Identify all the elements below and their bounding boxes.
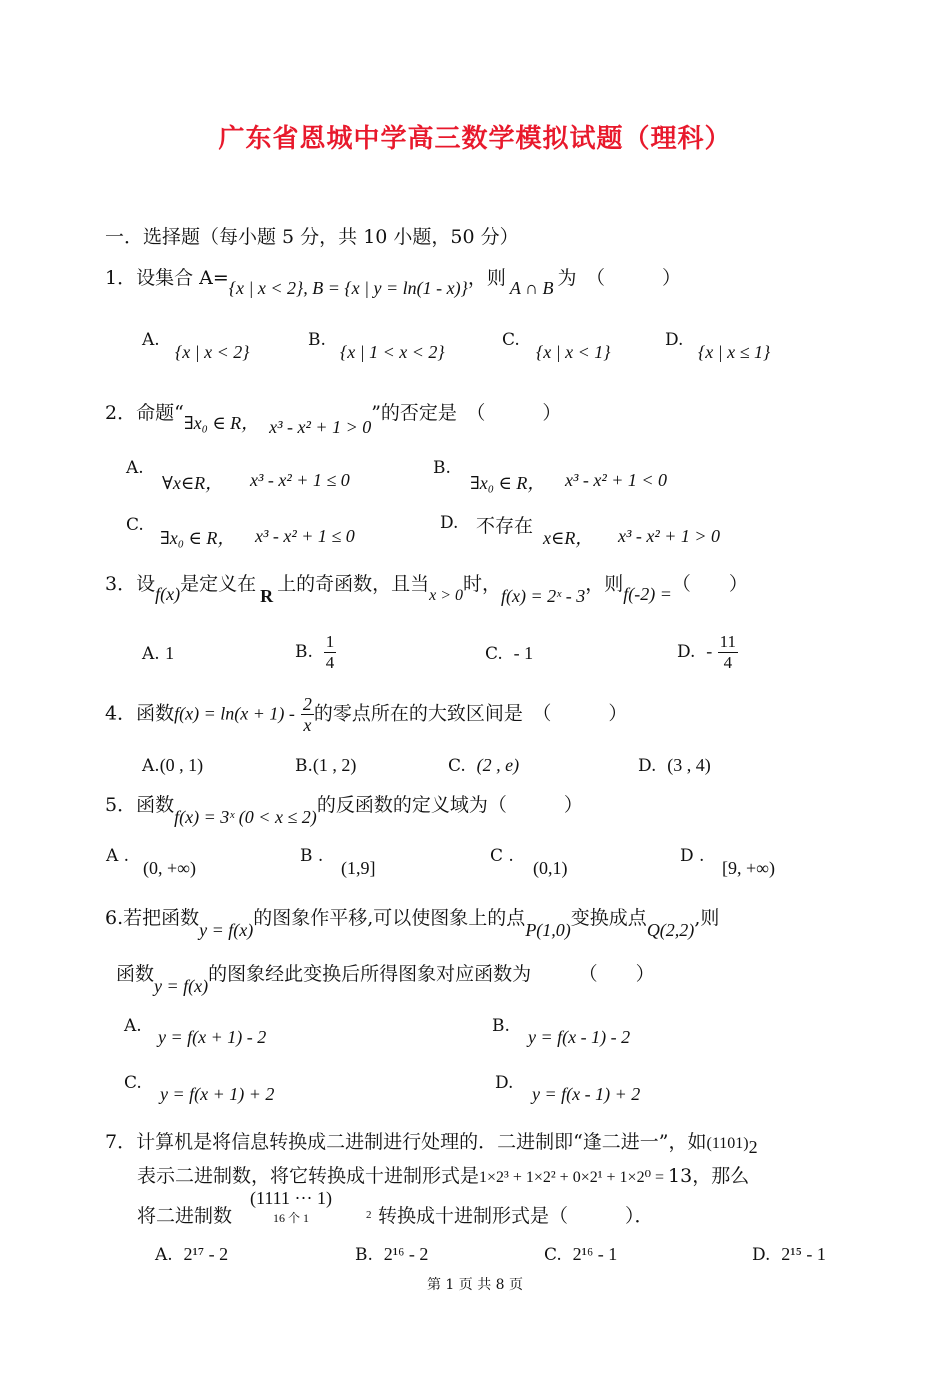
q3-option-c <box>485 643 533 664</box>
option-label: B. <box>308 330 326 350</box>
q1-expr2: A ∩ B <box>509 278 554 298</box>
q5-option-a-label: A . <box>106 846 130 866</box>
q6-mid1: 的图象作平移,可以使图象上的点 <box>253 907 526 929</box>
option-label: B. <box>295 642 313 662</box>
option-label: C. <box>502 330 520 350</box>
option-label: A. <box>142 756 160 776</box>
q3-option-b <box>295 632 336 673</box>
option-label: A. <box>142 330 160 350</box>
q6-option-c-label: C. <box>124 1073 142 1093</box>
q2-option-b-text2: x³ - x² + 1 < 0 <box>565 470 668 490</box>
option-label: C. <box>485 644 503 664</box>
q3-R: R <box>260 586 274 606</box>
option-text: (1 , 2) <box>312 755 357 775</box>
q1-option-c <box>502 330 520 350</box>
option-text: 2¹⁶ - 2 <box>383 1244 429 1264</box>
option-text: (2 , e) <box>476 755 520 775</box>
q4-stem: 4．函数 <box>105 702 175 725</box>
q7-option-b <box>355 1244 428 1265</box>
question-7-line1 <box>105 1127 758 1158</box>
option-label: D. <box>638 756 657 776</box>
q3-option-d <box>677 632 738 673</box>
q6-line2a: 函数 <box>116 963 155 985</box>
q2-option-c-text2: x³ - x² + 1 ≤ 0 <box>255 526 355 546</box>
q7-line3a: 将二进制数 <box>137 1205 233 1227</box>
q5-option-c-text: (0,1) <box>533 858 568 878</box>
q1-mid: ，则 <box>467 267 506 289</box>
option-text: (3 , 4) <box>667 755 711 775</box>
q2-option-a-label: A. <box>126 458 144 478</box>
q7-option-c <box>544 1244 617 1265</box>
q2-stem: 2．命题“ <box>105 402 184 424</box>
question-5 <box>105 790 583 827</box>
q6-option-b-text: y = f(x - 1) - 2 <box>528 1027 631 1047</box>
q3-mid4: ，则 <box>585 573 624 595</box>
q6-f2: y = f(x) <box>154 976 209 996</box>
q1-option-d <box>665 330 683 350</box>
question-3 <box>105 569 748 606</box>
denominator: 4 <box>325 653 335 672</box>
q2-tail: ”的否定是 （ ） <box>371 402 562 424</box>
q6-mid2: 变换成点 <box>570 907 647 929</box>
q4-option-d <box>638 755 711 776</box>
q6-stem: 6.若把函数 <box>105 907 200 929</box>
option-label: D. <box>752 1245 771 1265</box>
q3-mid1: 是定义在 <box>180 573 257 595</box>
numerator: 1 <box>325 632 335 651</box>
q7-option-d <box>752 1244 826 1265</box>
q7-line2a: 表示二进制数，将它转换成十进制形式是 <box>137 1165 480 1187</box>
question-7-line2 <box>137 1161 749 1188</box>
q5-option-b-label: B . <box>300 846 324 866</box>
option-label: A. <box>155 1245 173 1265</box>
q2-option-a-text1: ∀x∈R， <box>162 473 224 493</box>
q3-tail: （ ） <box>671 573 748 595</box>
q3-mid3: 时， <box>463 573 502 595</box>
q1-tail: 为 （ ） <box>557 267 682 289</box>
q7-binary-example: (1101) <box>706 1135 749 1152</box>
option-text: 2¹⁷ - 2 <box>183 1244 229 1264</box>
option-label: C. <box>544 1245 562 1265</box>
q6-option-d-label: D. <box>495 1073 514 1093</box>
q2-option-c-label: C. <box>126 515 144 535</box>
q2-option-d-text1b: x∈R， <box>543 528 594 548</box>
q6-line2b: 的图象经此变换后所得图象对应函数为 （ ） <box>208 963 655 985</box>
option-label: B. <box>295 756 313 776</box>
q4-expr: f(x) = ln(x + 1) - <box>174 703 295 724</box>
denominator: x <box>303 715 312 735</box>
page-footer: 第 1 页 共 8 页 <box>426 1277 524 1293</box>
question-6 <box>105 903 720 940</box>
numerator: 2 <box>302 694 312 714</box>
q5-option-b-text: (1,9] <box>341 858 376 878</box>
q2-expr2: x³ - x² + 1 > 0 <box>269 417 372 437</box>
q6-option-a-label: A. <box>124 1016 142 1036</box>
q6-point-p: P(1,0) <box>525 920 571 940</box>
option-label: D. <box>665 330 684 350</box>
q4-tail: 的零点所在的大致区间是 （ ） <box>313 702 628 725</box>
q1-expr: {x | x < 2}, B = {x | y = ln(1 - x)} <box>228 278 468 298</box>
q3-stem: 3．设 <box>105 573 156 595</box>
q2-expr1: ∃x₀ ∈ R， <box>183 413 260 433</box>
option-text: - 1 <box>513 643 534 663</box>
option-text: (0 , 1) <box>159 755 204 775</box>
q2-option-d-label: D. <box>440 513 459 533</box>
q5-expr: f(x) = 3ˣ (0 < x ≤ 2) <box>174 807 317 827</box>
numerator: 11 <box>719 632 737 651</box>
q6-option-b-label: B. <box>492 1016 510 1036</box>
q5-option-c-label: C . <box>490 846 514 866</box>
option-label: B. <box>355 1245 373 1265</box>
denominator: 4 <box>723 653 733 672</box>
q3-mid2: 上的奇函数，且当 <box>277 573 430 595</box>
q7-binary-base: 2 <box>748 1136 758 1157</box>
q4-option-c <box>448 755 519 776</box>
q6-option-a-text: y = f(x + 1) - 2 <box>158 1027 267 1047</box>
q1-stem: 1．设集合 A= <box>105 267 229 289</box>
q5-option-d-text: [9, +∞) <box>722 858 775 878</box>
q2-option-c-text1: ∃x₀ ∈ R， <box>160 528 236 548</box>
q6-mid3: ,则 <box>694 907 720 929</box>
question-4 <box>105 694 627 735</box>
q7-option-a <box>155 1244 228 1265</box>
q3-f: f(x) <box>155 584 181 604</box>
option-label: A. <box>142 644 160 664</box>
question-1 <box>105 263 682 298</box>
q7-binary-base2: 2 <box>366 1209 372 1221</box>
q5-option-a-text: (0, +∞) <box>143 858 196 878</box>
section-heading: 一．选择题（每小题 5 分，共 10 小题，50 分） <box>105 226 519 248</box>
q4-fraction <box>301 694 314 735</box>
q2-option-b-text1: ∃x₀ ∈ R， <box>470 473 546 493</box>
q7-binary-digits: (1111 ··· 1) <box>250 1188 332 1208</box>
q1-option-a-text: {x | x < 2} <box>175 342 250 362</box>
q3-option-a <box>142 643 174 664</box>
q6-point-q: Q(2,2) <box>646 920 695 940</box>
q7-line3b: 转换成十进制形式是（ ）． <box>378 1205 654 1227</box>
q3-ask: f(-2) = <box>623 584 672 604</box>
q5-option-d-label: D . <box>680 846 705 866</box>
option-text: 1 <box>165 643 175 663</box>
q1-option-b <box>308 330 326 350</box>
option-text: 2¹⁵ - 1 <box>781 1244 826 1264</box>
q1-option-c-text: {x | x < 1} <box>536 342 611 362</box>
q7-binary-count: 16 个 1 <box>272 1211 309 1225</box>
q1-option-b-text: {x | 1 < x < 2} <box>340 342 445 362</box>
question-6-line2 <box>116 959 655 996</box>
q5-stem: 5．函数 <box>105 794 175 816</box>
q6-f1: y = f(x) <box>199 920 254 940</box>
fraction <box>324 632 337 673</box>
fraction <box>718 632 738 673</box>
q1-option-d-text: {x | x ≤ 1} <box>698 342 771 362</box>
q3-def: f(x) = 2ˣ - 3 <box>501 586 586 606</box>
option-text: 2¹⁶ - 1 <box>572 1244 618 1264</box>
option-label: D. <box>677 642 696 662</box>
option-label: C. <box>448 756 466 776</box>
q7-line2b: 13，那么 <box>668 1165 750 1187</box>
q1-option-a <box>142 330 160 350</box>
q2-option-d-text1: 不存在 <box>476 515 534 537</box>
q7-line1: 7．计算机是将信息转换成二进制进行处理的．二进制即“逢二进一”，如 <box>105 1131 707 1153</box>
q3-cond: x > 0 <box>429 587 464 604</box>
exam-title: 广东省恩城中学高三数学模拟试题（理科） <box>218 124 732 154</box>
question-2 <box>105 398 562 437</box>
option-sign: - <box>706 641 713 661</box>
q7-binary-number <box>250 1188 332 1226</box>
q6-option-c-text: y = f(x + 1) + 2 <box>160 1084 275 1104</box>
q2-option-b-label: B. <box>433 458 451 478</box>
q4-option-b <box>295 755 356 776</box>
q4-option-a <box>142 755 203 776</box>
q2-option-a-text2: x³ - x² + 1 ≤ 0 <box>250 470 350 490</box>
q5-tail: 的反函数的定义域为（ ） <box>316 794 583 816</box>
q7-line2-expr: 1×2³ + 1×2² + 0×2¹ + 1×2⁰ = <box>479 1169 669 1186</box>
q6-option-d-text: y = f(x - 1) + 2 <box>532 1084 641 1104</box>
q2-option-d-text2: x³ - x² + 1 > 0 <box>618 526 721 546</box>
